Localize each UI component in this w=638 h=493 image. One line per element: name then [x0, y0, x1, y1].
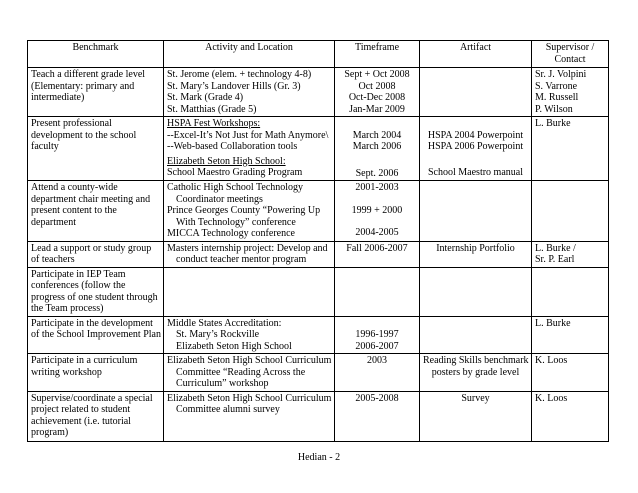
activity-text: MICCA Technology conference	[167, 228, 295, 239]
supervisor-text: S. Varrone	[535, 80, 578, 92]
supervisor-cell	[532, 391, 609, 441]
table-row	[28, 391, 609, 441]
table-row	[28, 354, 609, 392]
timeframe-text: 2003	[367, 355, 387, 366]
benchmark-text: intermediate)	[31, 92, 85, 103]
benchmark-text: Attend a county-wide	[31, 182, 118, 193]
benchmark-text: Participate in IEP Team	[31, 268, 126, 280]
artifact-text: HSPA 2006 Powerpoint	[427, 141, 524, 152]
artifact-text: HSPA 2004 Powerpoint	[427, 129, 524, 141]
table-row	[28, 181, 609, 242]
activity-heading: Elizabeth Seton High School:	[167, 155, 286, 167]
benchmark-text: the Team process)	[31, 303, 104, 314]
benchmark-text: writing workshop	[31, 366, 102, 378]
benchmark-text: conferences (follow the	[31, 280, 126, 291]
activity-heading: HSPA Fest Workshops:	[167, 118, 261, 129]
benchmark-cell	[28, 181, 164, 242]
supervisor-text: K. Loos	[535, 355, 568, 366]
activity-text: Prince Georges County “Powering Up	[167, 205, 321, 216]
artifact-cell	[420, 354, 532, 392]
activity-text: Elizabeth Seton High School	[176, 340, 292, 352]
activity-text: Masters internship project: Develop and	[167, 242, 328, 254]
activity-text: St. Jerome (elem. + technology 4-8)	[167, 69, 312, 80]
benchmark-text: project related to student	[31, 404, 131, 415]
supervisor-text: P. Wilson	[535, 103, 573, 115]
artifact-cell	[420, 241, 532, 267]
artifact-text: Reading Skills benchmark	[423, 355, 529, 366]
activity-text: Elizabeth Seton High School Curriculum	[167, 392, 332, 404]
benchmark-text: of teachers	[31, 254, 75, 265]
supervisor-text: M. Russell	[535, 92, 579, 103]
supervisor-text: L. Burke /	[535, 242, 576, 254]
activity-cell	[164, 68, 335, 117]
benchmark-cell	[28, 241, 164, 267]
supervisor-cell	[532, 117, 609, 181]
benchmark-text: of the School Improvement Plan	[31, 329, 161, 340]
benchmark-text: department chair meeting and	[31, 193, 151, 205]
table-row	[28, 68, 609, 117]
artifact-cell	[420, 181, 532, 242]
supervisor-cell	[532, 354, 609, 392]
timeframe-text: March 2006	[352, 141, 402, 152]
timeframe-text: 2004-2005	[355, 227, 399, 238]
activity-text: Elizabeth Seton High School Curriculum	[167, 355, 332, 366]
benchmark-text: present content to the	[31, 205, 117, 216]
timeframe-cell	[335, 267, 420, 316]
supervisor-cell	[532, 68, 609, 117]
supervisor-text: Sr. P. Earl	[535, 254, 575, 265]
table-header-row	[28, 41, 609, 68]
timeframe-cell	[335, 117, 420, 181]
benchmark-text: program)	[31, 427, 69, 438]
timeframe-text: Oct-Dec 2008	[348, 92, 406, 103]
artifact-text: School Maestro manual	[428, 166, 523, 178]
artifact-text: Survey	[461, 392, 490, 404]
header-supervisor: Supervisor / Contact	[532, 41, 609, 68]
artifact-cell	[420, 316, 532, 354]
activity-cell	[164, 391, 335, 441]
benchmark-text: Participate in a curriculum	[31, 355, 138, 366]
timeframe-cell	[335, 391, 420, 441]
benchmark-cell	[28, 316, 164, 354]
activity-cell	[164, 181, 335, 242]
activity-cell	[164, 354, 335, 392]
artifact-cell	[420, 68, 532, 117]
benchmark-cell	[28, 267, 164, 316]
supervisor-cell	[532, 181, 609, 242]
timeframe-text: Fall 2006-2007	[346, 242, 408, 254]
timeframe-text: Sept + Oct 2008	[344, 69, 410, 80]
benchmark-text: development to the school	[31, 129, 137, 141]
benchmark-text: progress of one student through	[31, 291, 158, 303]
timeframe-text: 2006-2007	[355, 340, 399, 352]
timeframe-text: Oct 2008	[358, 80, 396, 92]
table-row	[28, 241, 609, 267]
activity-text: Middle States Accreditation:	[167, 317, 282, 329]
benchmark-text: Supervise/coordinate a special	[31, 392, 153, 404]
activity-cell	[164, 117, 335, 181]
activity-cell	[164, 241, 335, 267]
benchmark-text: Participate in the development	[31, 317, 153, 329]
timeframe-text: Jan-Mar 2009	[349, 103, 405, 115]
artifact-text: Internship Portfolio	[436, 242, 515, 254]
artifact-cell	[420, 267, 532, 316]
benchmark-text: department	[31, 216, 76, 228]
activity-text: Catholic High School Technology	[167, 182, 304, 193]
timeframe-cell	[335, 68, 420, 117]
activity-text: St. Mark (Grade 4)	[167, 92, 244, 103]
benchmark-table	[27, 40, 609, 442]
supervisor-cell	[532, 267, 609, 316]
page-footer: Hedian - 2	[297, 452, 341, 463]
activity-text: Curriculum” workshop	[176, 378, 269, 389]
activity-text: --Web-based Collaboration tools	[167, 141, 298, 152]
supervisor-text: L. Burke	[535, 118, 571, 129]
benchmark-text: Lead a support or study group	[31, 242, 152, 254]
activity-text: St. Matthias (Grade 5)	[167, 103, 257, 115]
supervisor-text: K. Loos	[535, 392, 568, 404]
activity-text: Committee alumni survey	[176, 404, 280, 415]
supervisor-text: Sr. J. Volpini	[535, 69, 587, 80]
supervisor-text: L. Burke	[535, 317, 571, 329]
supervisor-cell	[532, 316, 609, 354]
activity-text: --Excel-It’s Not Just for Math Anymore\	[167, 129, 329, 141]
timeframe-text: 2001-2003	[355, 182, 399, 193]
artifact-cell	[420, 391, 532, 441]
benchmark-cell	[28, 354, 164, 392]
benchmark-cell	[28, 117, 164, 181]
activity-cell	[164, 316, 335, 354]
table-row	[28, 316, 609, 354]
activity-text: St. Mary’s Landover Hills (Gr. 3)	[167, 80, 301, 92]
table-row	[28, 267, 609, 316]
activity-text: Committee “Reading Across the	[176, 366, 306, 378]
timeframe-text: 1996-1997	[355, 329, 399, 340]
artifact-cell	[420, 117, 532, 181]
timeframe-text: March 2004	[352, 129, 402, 141]
timeframe-cell	[335, 241, 420, 267]
benchmark-cell	[28, 68, 164, 117]
timeframe-text: 2005-2008	[355, 392, 399, 404]
benchmark-text: Teach a different grade level	[31, 69, 146, 80]
benchmark-text: (Elementary: primary and	[31, 80, 135, 92]
timeframe-cell	[335, 316, 420, 354]
table-row	[28, 117, 609, 181]
artifact-text: posters by grade level	[431, 366, 520, 378]
header-activity: Activity and Location	[164, 41, 335, 68]
benchmark-text: faculty	[31, 141, 59, 152]
timeframe-cell	[335, 181, 420, 242]
timeframe-text: Sept. 2006	[355, 167, 399, 179]
timeframe-cell	[335, 354, 420, 392]
header-timeframe: Timeframe	[335, 41, 420, 68]
header-artifact: Artifact	[420, 41, 532, 68]
activity-text: St. Mary’s Rockville	[176, 329, 260, 340]
activity-text: School Maestro Grading Program	[167, 167, 303, 178]
benchmark-text: Present professional	[31, 118, 112, 129]
activity-text: With Technology” conference	[176, 216, 296, 228]
benchmark-text: achievement (i.e. tutorial	[31, 415, 131, 427]
activity-cell	[164, 267, 335, 316]
supervisor-cell	[532, 241, 609, 267]
header-benchmark: Benchmark	[28, 41, 164, 68]
activity-text: conduct teacher mentor program	[176, 254, 307, 265]
activity-text: Coordinator meetings	[176, 193, 263, 205]
timeframe-text: 1999 + 2000	[351, 204, 403, 216]
benchmark-cell	[28, 391, 164, 441]
